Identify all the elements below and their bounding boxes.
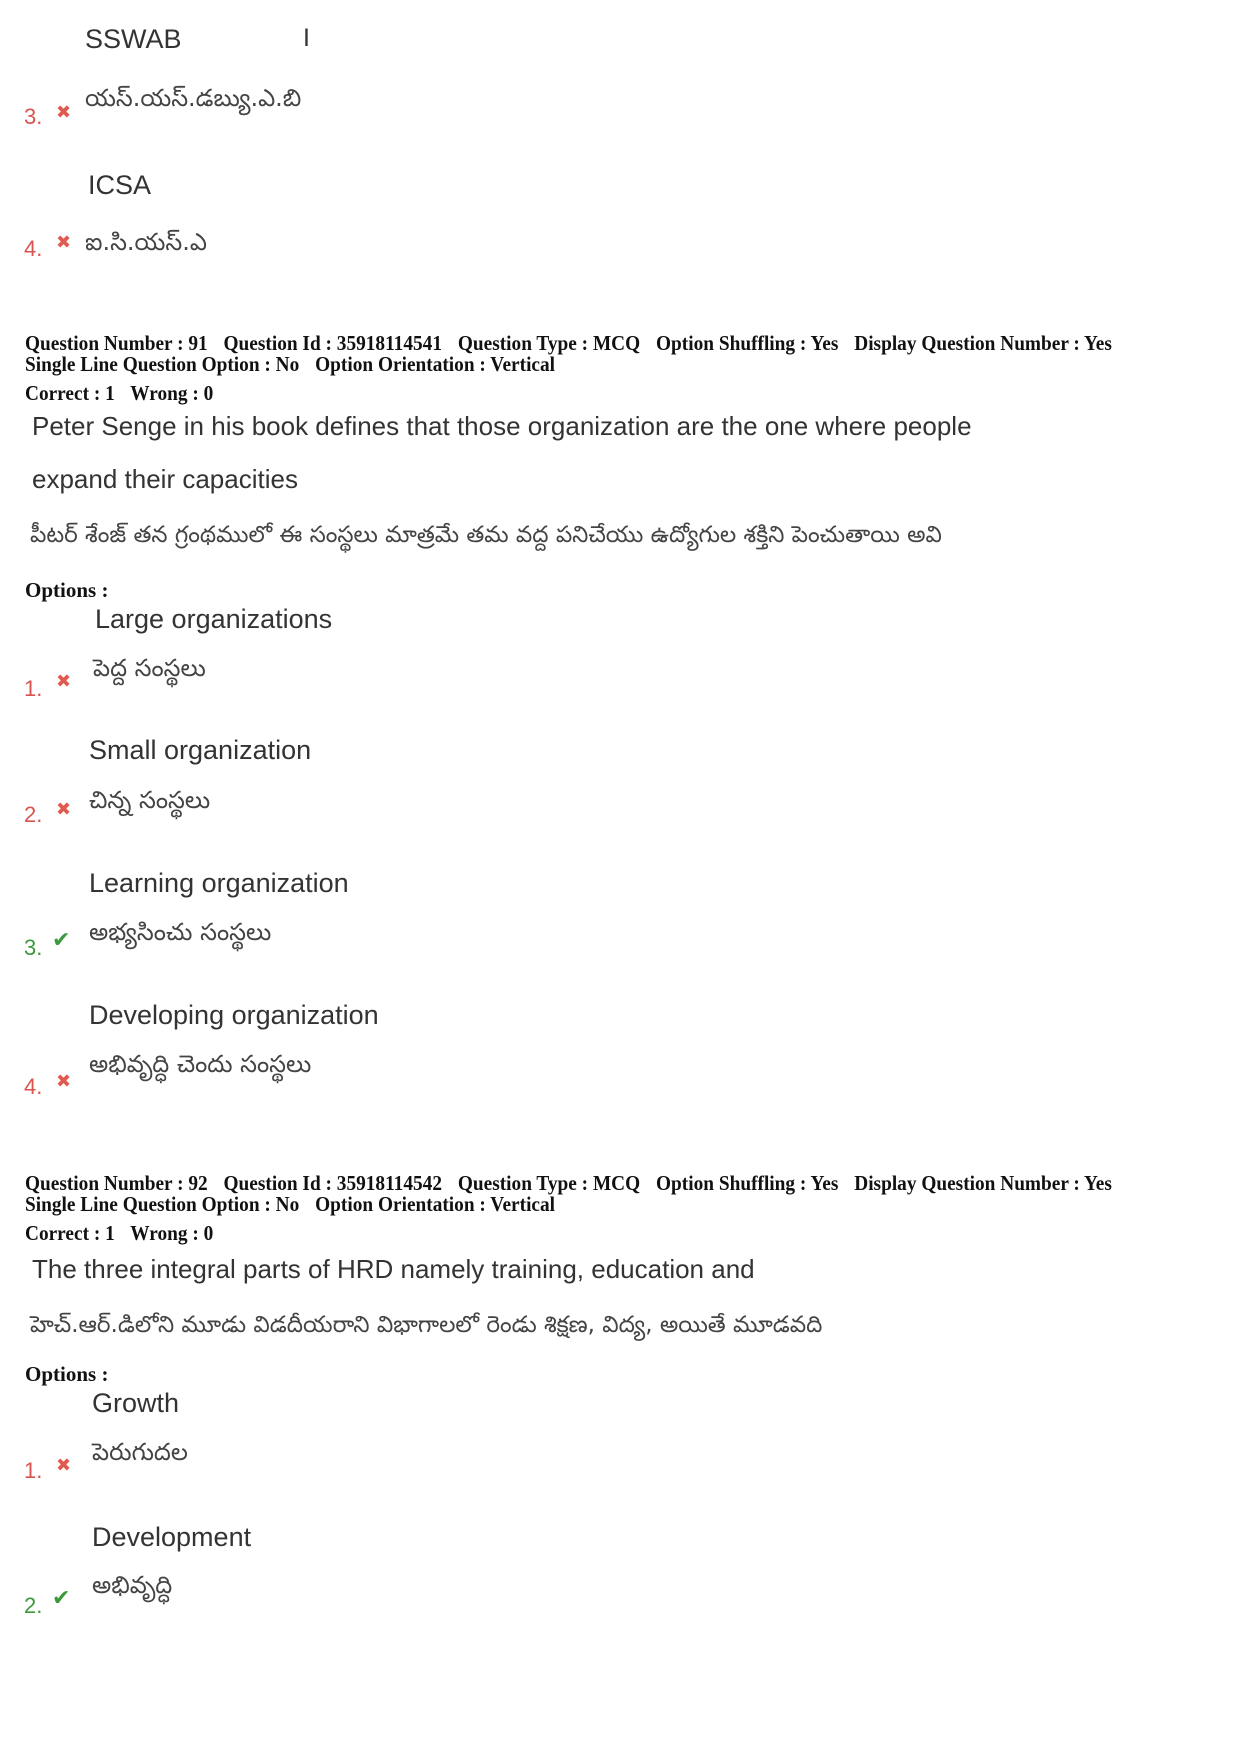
option-english: SSWAB — [85, 24, 182, 54]
display-question-number: Display Question Number : Yes — [854, 1171, 1112, 1195]
option-english: Development — [92, 1522, 252, 1552]
question-text: The three integral parts of HRD namely training, education and — [32, 1254, 755, 1284]
wrong-icon: ✖ — [56, 232, 72, 253]
wrong-marks: Wrong : 0 — [130, 1221, 214, 1245]
question-id: Question Id : 35918114541 — [223, 331, 442, 355]
question-meta-line1 — [25, 1172, 1112, 1194]
wrong-icon: ✖ — [56, 671, 72, 692]
question-text-telugu: హెచ్.ఆర్.డిలోని మూడు విడదీయరాని విభాగాలలో రెండు శిక్షణ, విద్య, అయితే మూడవది — [30, 1312, 823, 1338]
check-icon: ✔ — [52, 928, 71, 953]
option-english: Small organization — [89, 735, 312, 765]
wrong-marks: Wrong : 0 — [130, 381, 214, 405]
option-english: Growth — [92, 1388, 180, 1418]
single-line-option: Single Line Question Option : No — [25, 1192, 300, 1216]
question-marks — [25, 1222, 213, 1244]
option-number: 2. — [24, 802, 43, 827]
text-cursor: I — [303, 24, 310, 52]
option-orientation: Option Orientation : Vertical — [315, 352, 556, 376]
option-english: ICSA — [88, 170, 152, 200]
question-text: Peter Senge in his book defines that those organization are the one where people — [32, 411, 972, 441]
question-type: Question Type : MCQ — [457, 1171, 641, 1195]
display-question-number: Display Question Number : Yes — [854, 331, 1112, 355]
single-line-option: Single Line Question Option : No — [25, 352, 300, 376]
option-shuffling: Option Shuffling : Yes — [656, 331, 839, 355]
question-meta-line2 — [25, 1193, 555, 1215]
wrong-icon: ✖ — [56, 102, 72, 123]
option-number: 2. — [24, 1593, 43, 1618]
option-shuffling: Option Shuffling : Yes — [656, 1171, 839, 1195]
question-meta-line1 — [25, 332, 1112, 354]
question-number: Question Number : 92 — [25, 1171, 208, 1195]
correct-marks: Correct : 1 — [25, 381, 115, 405]
options-label: Options : — [25, 578, 109, 602]
option-orientation: Option Orientation : Vertical — [315, 1192, 556, 1216]
option-telugu: యస్.యస్.డబ్యు.ఎ.బి — [85, 84, 302, 112]
question-text: expand their capacities — [32, 464, 298, 494]
wrong-icon: ✖ — [56, 1455, 72, 1476]
option-english: Developing organization — [89, 1000, 379, 1030]
correct-marks: Correct : 1 — [25, 1221, 115, 1245]
option-number: 3. — [24, 104, 43, 129]
option-telugu: అభ్యసించు సంస్థలు — [89, 918, 272, 946]
option-telugu: ఐ.సి.యస్.ఎ — [85, 228, 207, 256]
wrong-icon: ✖ — [56, 799, 72, 820]
question-text-telugu: పీటర్ శేంజ్ తన గ్రంథములో ఈ సంస్థలు మాత్రమే తమ వద్ద పనిచేయు ఉద్యోగుల శక్తిని పెంచుతాయి అవి — [30, 522, 942, 548]
option-telugu: అభివృద్ధి చెందు సంస్థలు — [89, 1050, 312, 1078]
option-english: Learning organization — [89, 868, 349, 898]
question-number: Question Number : 91 — [25, 331, 208, 355]
option-number: 1. — [24, 676, 43, 701]
question-marks — [25, 382, 213, 404]
question-meta-line2 — [25, 353, 555, 375]
question-id: Question Id : 35918114542 — [223, 1171, 442, 1195]
option-number: 4. — [24, 236, 43, 261]
option-number: 1. — [24, 1458, 43, 1483]
option-number: 3. — [24, 935, 43, 960]
option-telugu: పెద్ద సంస్థలు — [93, 654, 206, 682]
option-number: 4. — [24, 1074, 43, 1099]
option-telugu: అభివృద్ధి — [92, 1571, 173, 1599]
option-telugu: పెరుగుదల — [92, 1438, 188, 1466]
wrong-icon: ✖ — [56, 1071, 72, 1092]
option-english: Large organizations — [95, 604, 333, 634]
options-label: Options : — [25, 1362, 109, 1386]
option-telugu: చిన్న సంస్థలు — [89, 786, 211, 814]
check-icon: ✔ — [52, 1586, 71, 1611]
question-type: Question Type : MCQ — [457, 331, 641, 355]
